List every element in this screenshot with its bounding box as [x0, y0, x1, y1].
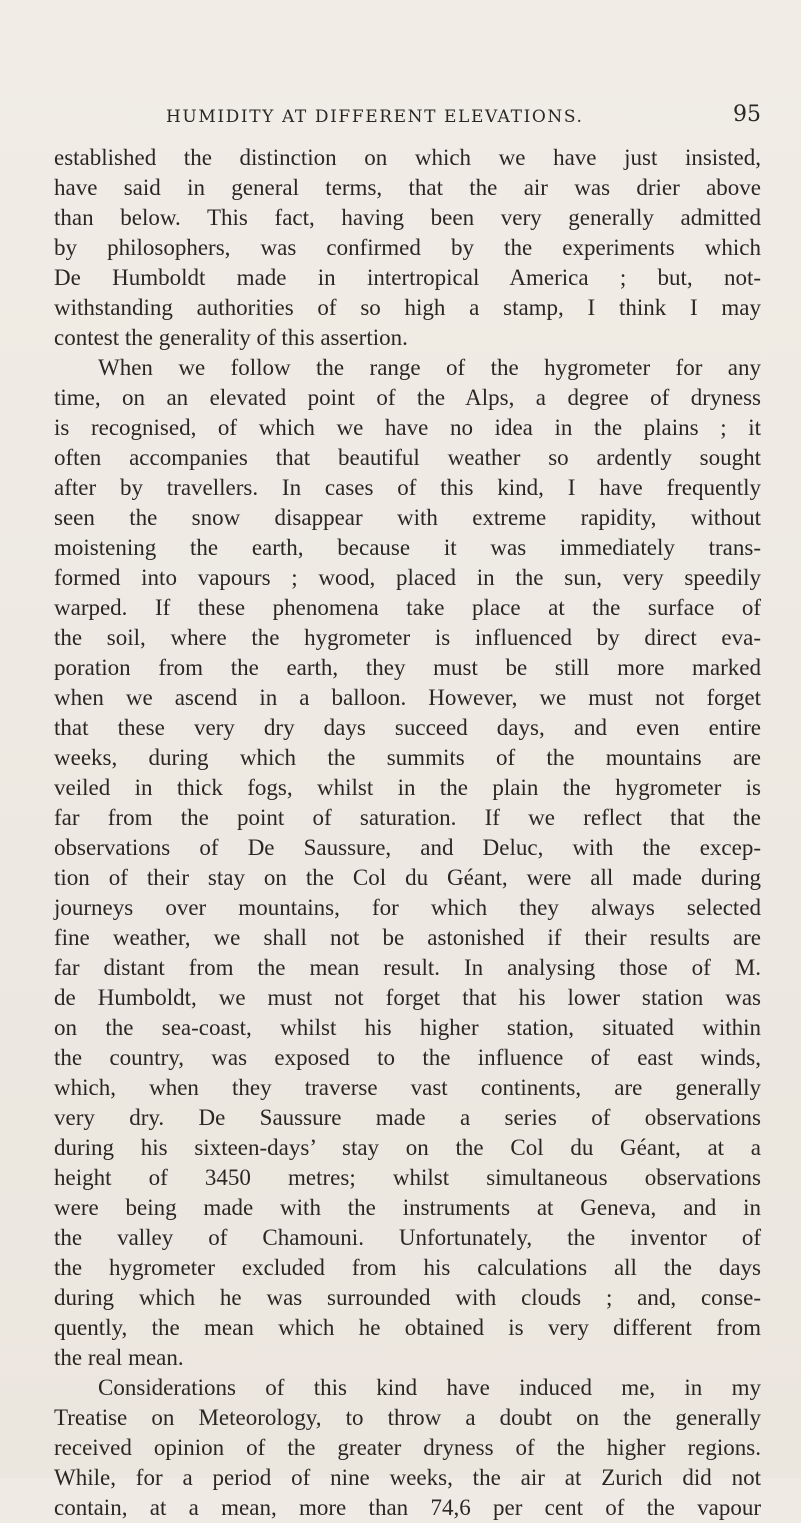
text-line: fine weather, we shall not be astonished if their results are — [54, 925, 761, 950]
text-line: the soil, where the hygrometer is influenced by direct eva- — [54, 625, 761, 650]
text-line: warped. If these phenomena take place at the surface of — [54, 595, 761, 620]
text-line: have said in general terms, that the air was drier above — [54, 175, 761, 200]
text-line: weeks, during which the summits of the mountains are — [54, 745, 761, 770]
text-line: after by travellers. In cases of this kind, I have frequently — [54, 475, 761, 500]
text-line: quently, the mean which he obtained is very different from — [54, 1315, 761, 1340]
text-line: the real mean. — [54, 1345, 184, 1370]
text-line: de Humboldt, we must not forget that his lower station was — [54, 985, 761, 1010]
body-text — [54, 143, 761, 1523]
text-line: by philosophers, was confirmed by the experiments which — [54, 235, 761, 260]
text-line: were being made with the instruments at Geneva, and in — [54, 1195, 761, 1220]
text-line: far from the point of saturation. If we reflect that the — [54, 805, 761, 830]
text-line: Treatise on Meteorology, to throw a doubt on the generally — [54, 1405, 761, 1430]
text-line: height of 3450 metres; whilst simultaneous observations — [54, 1165, 761, 1190]
text-line: De Humboldt made in intertropical America ; but, not- — [54, 265, 761, 290]
text-line: during his sixteen-days’ stay on the Col du Géant, at a — [54, 1135, 761, 1160]
page-number: 95 — [733, 102, 761, 127]
text-line: observations of De Saussure, and Deluc, with the excep- — [54, 835, 761, 860]
text-line: which, when they traverse vast continents, are generally — [54, 1075, 761, 1100]
text-line: While, for a period of nine weeks, the air at Zurich did not — [54, 1465, 761, 1490]
text-line: journeys over mountains, for which they always selected — [54, 895, 761, 920]
text-line: When we follow the range of the hygrometer for any — [98, 355, 761, 380]
text-line: far distant from the mean result. In analysing those of M. — [54, 955, 761, 980]
text-line: formed into vapours ; wood, placed in the sun, very speedily — [54, 565, 761, 590]
text-line: time, on an elevated point of the Alps, a degree of dryness — [54, 385, 761, 410]
text-line: moistening the earth, because it was immediately trans- — [54, 535, 761, 560]
text-line: than below. This fact, having been very generally admitted — [54, 205, 761, 230]
text-line: veiled in thick fogs, whilst in the plain the hygrometer is — [54, 775, 761, 800]
text-line: Considerations of this kind have induced me, in my — [98, 1375, 761, 1400]
text-line: seen the snow disappear with extreme rapidity, without — [54, 505, 761, 530]
text-line: the valley of Chamouni. Unfortunately, the inventor of — [54, 1225, 761, 1250]
running-title: HUMIDITY AT DIFFERENT ELEVATIONS. — [166, 107, 584, 127]
running-head — [166, 103, 761, 131]
text-line: established the distinction on which we have just insisted, — [54, 145, 761, 170]
text-line: during which he was surrounded with clouds ; and, conse- — [54, 1285, 761, 1310]
text-line: tion of their stay on the Col du Géant, were all made during — [54, 865, 761, 890]
text-line: withstanding authorities of so high a stamp, I think I may — [54, 295, 761, 320]
text-line: the hygrometer excluded from his calculations all the days — [54, 1255, 761, 1280]
text-line: when we ascend in a balloon. However, we must not forget — [54, 685, 761, 710]
text-line: contest the generality of this assertion. — [54, 325, 408, 350]
text-line: that these very dry days succeed days, and even entire — [54, 715, 761, 740]
text-line: on the sea-coast, whilst his higher station, situated within — [54, 1015, 761, 1040]
text-line: is recognised, of which we have no idea in the plains ; it — [54, 415, 761, 440]
text-line: the country, was exposed to the influence of east winds, — [54, 1045, 761, 1070]
text-line: often accompanies that beautiful weather so ardently sought — [54, 445, 761, 470]
text-line: received opinion of the greater dryness of the higher regions. — [54, 1435, 761, 1460]
text-line: very dry. De Saussure made a series of observations — [54, 1105, 761, 1130]
text-line: contain, at a mean, more than 74,6 per cent of the vapour — [54, 1495, 761, 1520]
text-line: poration from the earth, they must be still more marked — [54, 655, 761, 680]
